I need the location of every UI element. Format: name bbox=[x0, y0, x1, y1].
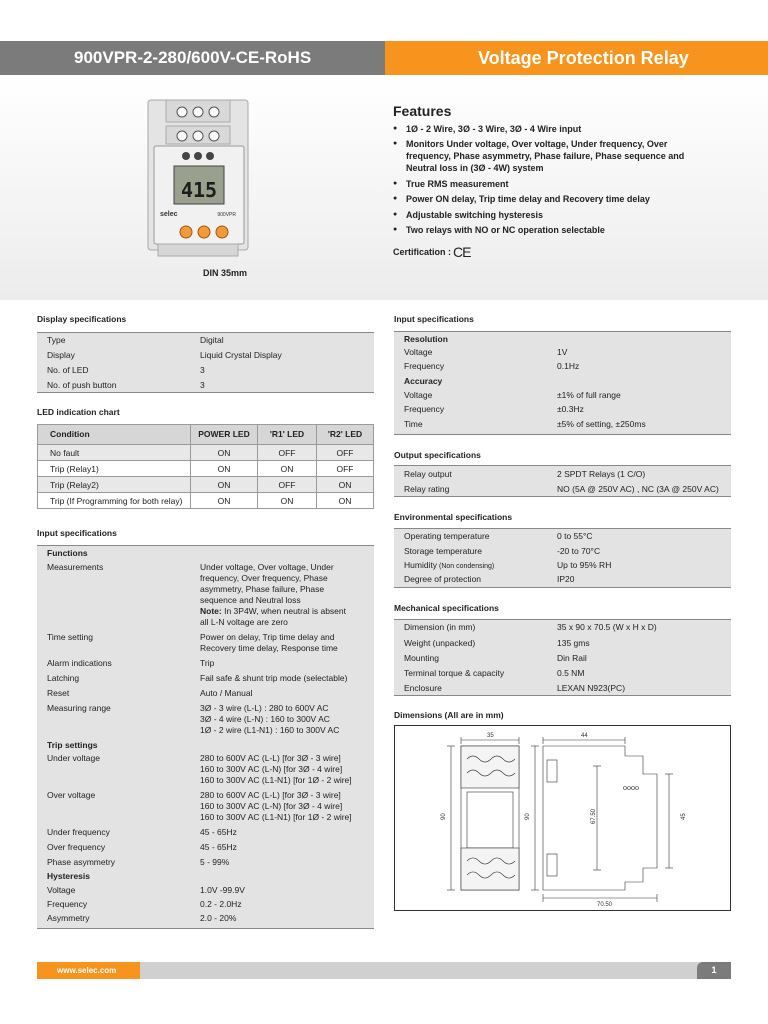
table-row: Reset Auto / Manual bbox=[37, 684, 374, 699]
model-title: 900VPR-2-280/600V-CE-RoHS bbox=[74, 48, 312, 67]
certification-label: Certification : bbox=[393, 247, 452, 257]
table-row: Hysteresis bbox=[37, 868, 374, 882]
input-specs-title: Input specifications bbox=[37, 528, 117, 538]
dim-height-side: 90 bbox=[525, 813, 531, 820]
table-row: Weight (unpacked) 135 gms bbox=[394, 636, 731, 651]
table-row: Trip (Relay1) ON ON OFF bbox=[38, 461, 374, 477]
table-row: Voltage 1.0V -99.9V bbox=[37, 882, 374, 896]
dim-depth-top: 44 bbox=[581, 733, 588, 739]
table-row: Phase asymmetry 5 - 99% bbox=[37, 853, 374, 868]
table-row: Type Digital bbox=[37, 333, 374, 348]
product-title: Voltage Protection Relay bbox=[478, 48, 689, 68]
env-specs-title: Environmental specifications bbox=[394, 512, 513, 522]
certification bbox=[393, 244, 470, 260]
table-row: Relay output 2 SPDT Relays (1 C/O) bbox=[394, 466, 731, 482]
feature-item: ● Power ON delay, Trip time delay and Recovery time delay bbox=[393, 193, 693, 205]
display-specs-title: Display specifications bbox=[37, 314, 127, 324]
mech-specs-title: Mechanical specifications bbox=[394, 603, 499, 613]
table-row: Trip (Relay2) ON OFF ON bbox=[38, 477, 374, 493]
device-model-label: 900VPR bbox=[217, 212, 236, 218]
table-row: Enclosure LEXAN N923(PC) bbox=[394, 681, 731, 696]
table-row: Time setting Power on delay, Trip time delay and Recovery time delay, Response time bbox=[37, 628, 374, 654]
footer-bar bbox=[37, 962, 731, 979]
table-row: Measuring range 3Ø - 3 wire (L-L) : 280 to 600V AC 3Ø - 4 wire (L-N) : 160 to 300V AC 1Ø - 2 wire (L1-N1) : 160 to 300V AC bbox=[37, 699, 374, 736]
dimensions-title: Dimensions (All are in mm) bbox=[394, 710, 504, 720]
features-heading: Features bbox=[393, 103, 452, 119]
table-row: Frequency 0.2 - 2.0Hz bbox=[37, 896, 374, 910]
table-row: No fault ON OFF OFF bbox=[38, 445, 374, 461]
table-row: Operating temperature 0 to 55°C bbox=[394, 529, 731, 544]
table-row: No. of push button 3 bbox=[37, 378, 374, 393]
table-row: Accuracy bbox=[394, 376, 731, 390]
feature-item: ● Adjustable switching hysteresis bbox=[393, 209, 693, 221]
table-row: Mounting Din Rail bbox=[394, 651, 731, 666]
table-row: Degree of protection IP20 bbox=[394, 573, 731, 588]
ce-mark-icon: CE bbox=[453, 244, 471, 260]
table-row: Trip settings bbox=[37, 736, 374, 751]
feature-item: ● Two relays with NO or NC operation selectable bbox=[393, 224, 693, 236]
dim-inner-height: 67.50 bbox=[591, 808, 597, 824]
table-row: Dimension (in mm) 35 x 90 x 70.5 (W x H x D) bbox=[394, 620, 731, 636]
output-specs-title: Output specifications bbox=[394, 450, 481, 460]
dimensions-drawing-frame bbox=[394, 725, 731, 911]
table-row: Voltage 1V bbox=[394, 347, 731, 361]
table-row: Latching Fail safe & shunt trip mode (selectable) bbox=[37, 669, 374, 684]
dim-depth-bottom: 70.50 bbox=[597, 902, 613, 908]
under-voltage-value: 280 to 600V AC (L-L) [for 3Ø - 3 wire] 160 to 300V AC (L-N) [for 3Ø - 4 wire] 160 to 300V AC (L1-N1) [for 1Ø - 2 wire] bbox=[200, 753, 352, 785]
dim-width: 35 bbox=[487, 733, 494, 739]
output-specs-table bbox=[394, 465, 731, 497]
feature-item: ● 1Ø - 2 Wire, 3Ø - 3 Wire, 3Ø - 4 Wire input bbox=[393, 123, 693, 135]
table-row: Relay rating NO (5A @ 250V AC) , NC (3A @ 250V AC) bbox=[394, 482, 731, 497]
dimensions-drawing bbox=[395, 726, 730, 910]
input-specs-right-table bbox=[394, 331, 731, 435]
feature-item: ● True RMS measurement bbox=[393, 178, 693, 190]
lcd-reading: 415 bbox=[180, 178, 218, 202]
dim-rail-height: 45 bbox=[681, 813, 687, 820]
table-row: Frequency 0.1Hz bbox=[394, 361, 731, 376]
led-indication-table bbox=[37, 424, 374, 509]
humidity-label: Humidity (Non condensing) bbox=[404, 559, 495, 570]
table-row: Voltage ±1% of full range bbox=[394, 390, 731, 404]
measuring-range-value: 3Ø - 3 wire (L-L) : 280 to 600V AC 3Ø - 4 wire (L-N) : 160 to 300V AC 1Ø - 2 wire (L1-N1) : 160 to 300V AC bbox=[200, 703, 340, 735]
table-row: Under frequency 45 - 65Hz bbox=[37, 823, 374, 838]
table-row: Alarm indications Trip bbox=[37, 654, 374, 669]
led-chart-title: LED indication chart bbox=[37, 407, 120, 417]
table-row: Functions bbox=[37, 546, 374, 560]
input-specs-right-title: Input specifications bbox=[394, 314, 474, 324]
display-specs-table bbox=[37, 332, 374, 393]
over-voltage-value: 280 to 600V AC (L-L) [for 3Ø - 3 wire] 160 to 300V AC (L-N) [for 3Ø - 4 wire] 160 to 300V AC (L1-N1) [for 1Ø - 2 wire] bbox=[200, 790, 352, 822]
feature-item: ● Monitors Under voltage, Over voltage, Under frequency, Over frequency, Phase asymmetry, Phase failure, Phase sequence and Neutral loss in (3Ø - 4W) system bbox=[393, 138, 693, 174]
table-row: Storage temperature -20 to 70°C bbox=[394, 544, 731, 559]
measurements-value: Under voltage, Over voltage, Under frequency, Over frequency, Phase asymmetry, Phase failure, Phase sequence and Neutral loss Note: In 3P4W, when neutral is absent all L-N voltage are zero bbox=[200, 562, 347, 627]
page-number: 1 bbox=[697, 962, 731, 979]
table-header-row: Condition POWER LED 'R1' LED 'R2' LED bbox=[38, 425, 374, 445]
table-row: Asymmetry 2.0 - 20% bbox=[37, 910, 374, 929]
table-row: Measurements Under voltage, Over voltage, Under frequency, Over frequency, Phase asymmetry, Phase failure, Phase sequence and Neutral loss Note: In 3P4W, when neutral is absent all L-N voltage are zero bbox=[37, 559, 374, 628]
measurements-note: Note: In 3P4W, when neutral is absent all L-N voltage are zero bbox=[200, 606, 347, 627]
brand-logo: selec bbox=[160, 211, 178, 218]
din-caption: DIN 35mm bbox=[203, 268, 248, 278]
table-row: Trip (If Programming for both relay) ON ON ON bbox=[38, 493, 374, 509]
table-row: Under voltage 280 to 600V AC (L-L) [for 3Ø - 3 wire] 160 to 300V AC (L-N) [for 3Ø - 4 wire] 160 to 300V AC (L1-N1) [for 1Ø - 2 wire] bbox=[37, 751, 374, 786]
table-row: Display Liquid Crystal Display bbox=[37, 348, 374, 363]
mech-specs-table bbox=[394, 619, 731, 696]
table-row: Time ±5% of setting, ±250ms bbox=[394, 419, 731, 435]
table-row: Humidity (Non condensing) Up to 95% RH bbox=[394, 559, 731, 573]
env-specs-table bbox=[394, 528, 731, 588]
dim-height-front: 90 bbox=[441, 813, 447, 820]
table-row: Terminal torque & capacity 0.5 NM bbox=[394, 666, 731, 681]
table-row: Frequency ±0.3Hz bbox=[394, 404, 731, 419]
table-row: Resolution bbox=[394, 332, 731, 347]
product-image bbox=[144, 98, 254, 260]
table-row: Over voltage 280 to 600V AC (L-L) [for 3Ø - 3 wire] 160 to 300V AC (L-N) [for 3Ø - 4 wire] 160 to 300V AC (L1-N1) [for 1Ø - 2 wire] bbox=[37, 786, 374, 823]
features-list bbox=[393, 123, 693, 239]
footer-url-link[interactable]: www.selec.com bbox=[37, 962, 140, 979]
input-specs-table bbox=[37, 545, 374, 929]
table-row: No. of LED 3 bbox=[37, 363, 374, 378]
table-row: Over frequency 45 - 65Hz bbox=[37, 838, 374, 853]
